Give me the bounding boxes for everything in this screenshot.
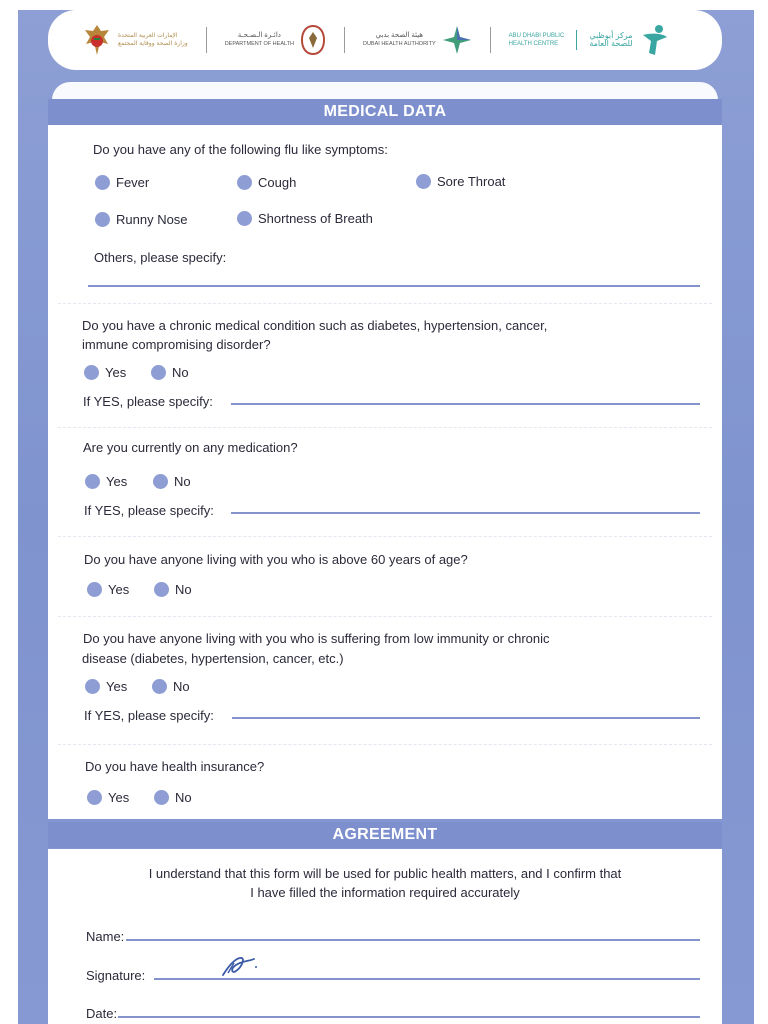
adphc-ar-2: للصحة العامة — [589, 39, 633, 48]
radio-icon[interactable] — [87, 790, 102, 805]
low-immunity-question-1: Do you have anyone living with you who is suffering from low immunity or chronic — [83, 631, 550, 646]
chronic-condition-question-2: immune compromising disorder? — [82, 337, 271, 352]
dha-ar: هيئة الصحة بدبي — [375, 32, 423, 39]
logo-uae-ministry — [82, 22, 188, 58]
doh-en: DEPARTMENT OF HEALTH — [224, 41, 294, 47]
radio-icon[interactable] — [151, 365, 166, 380]
radio-icon[interactable] — [85, 474, 100, 489]
adphc-en-2: HEALTH CENTRE — [508, 41, 559, 47]
divider — [58, 536, 712, 537]
chronic-condition-question-1: Do you have a chronic medical condition such as diabetes, hypertension, cancer, — [82, 318, 548, 333]
logo-divider — [206, 27, 207, 53]
date-label: Date: — [86, 1006, 118, 1021]
symptom-shortness-of-breath[interactable] — [237, 211, 373, 226]
option-label: Yes — [108, 582, 130, 597]
radio-icon[interactable] — [237, 175, 252, 190]
dha-en: DUBAI HEALTH AUTHORITY — [362, 41, 436, 47]
option-label: Yes — [108, 790, 130, 805]
option-label: Cough — [258, 175, 297, 190]
medication-specify-line[interactable] — [231, 512, 700, 514]
chronic-no[interactable] — [151, 365, 189, 380]
dha-star-icon — [442, 25, 472, 55]
abu-dhabi-emblem-icon — [300, 24, 326, 56]
low-immunity-specify-label: If YES, please specify: — [84, 708, 214, 723]
radio-icon[interactable] — [237, 211, 252, 226]
name-input-line[interactable] — [126, 939, 700, 941]
option-label: Shortness of Breath — [258, 211, 373, 226]
chronic-specify-line[interactable] — [231, 403, 700, 405]
signature-scribble-icon — [220, 953, 260, 979]
signature-label: Signature: — [86, 968, 146, 983]
above-60-yes[interactable] — [87, 582, 129, 597]
radio-icon[interactable] — [95, 175, 110, 190]
symptom-fever[interactable] — [95, 175, 149, 190]
medication-no[interactable] — [153, 474, 191, 489]
radio-icon[interactable] — [87, 582, 102, 597]
logo-department-of-health — [225, 24, 326, 56]
logo-divider — [490, 27, 491, 53]
option-label: Yes — [106, 679, 128, 694]
divider — [58, 303, 712, 304]
chronic-yes[interactable] — [84, 365, 126, 380]
radio-icon[interactable] — [95, 212, 110, 227]
logo-public-health-centre — [509, 23, 669, 57]
chronic-specify-label: If YES, please specify: — [83, 394, 213, 409]
others-input-line[interactable] — [88, 285, 700, 287]
divider — [58, 427, 712, 428]
adphc-en-1: ABU DHABI PUBLIC — [508, 33, 565, 39]
medication-yes[interactable] — [85, 474, 127, 489]
option-label: No — [172, 365, 189, 380]
option-label: Sore Throat — [437, 174, 506, 189]
above-60-no[interactable] — [154, 582, 192, 597]
doh-ar: دائـرة الـصـحـة — [237, 32, 281, 39]
radio-icon[interactable] — [84, 365, 99, 380]
agreement-text-2: I have filled the information required accurately — [250, 885, 520, 900]
name-label: Name: — [86, 929, 125, 944]
low-immunity-yes[interactable] — [85, 679, 127, 694]
flu-symptoms-question: Do you have any of the following flu like symptoms: — [93, 142, 388, 157]
insurance-yes[interactable] — [87, 790, 129, 805]
health-insurance-question: Do you have health insurance? — [85, 759, 265, 774]
agreement-title: AGREEMENT — [48, 822, 722, 848]
medication-specify-label: If YES, please specify: — [84, 503, 214, 518]
low-immunity-specify-line[interactable] — [232, 717, 700, 719]
symptom-runny-nose[interactable] — [95, 212, 188, 227]
option-label: Fever — [116, 175, 150, 190]
date-input-line[interactable] — [118, 1016, 700, 1018]
uae-ministry-ar: الإمارات العربية المتحدة — [118, 32, 178, 39]
option-label: Runny Nose — [116, 212, 188, 227]
medical-data-card — [48, 125, 722, 819]
radio-icon[interactable] — [153, 474, 168, 489]
divider — [58, 616, 712, 617]
adphc-ar-1: مركز أبوظبي — [589, 31, 633, 40]
agreement-card — [48, 849, 722, 1024]
logo-bar — [48, 10, 722, 70]
divider — [58, 744, 712, 745]
low-immunity-no[interactable] — [152, 679, 190, 694]
eagle-emblem-icon — [82, 22, 112, 58]
option-label: No — [175, 790, 192, 805]
radio-icon[interactable] — [85, 679, 100, 694]
medication-question: Are you currently on any medication? — [83, 440, 298, 455]
option-label: No — [175, 582, 192, 597]
option-label: Yes — [106, 474, 128, 489]
insurance-no[interactable] — [154, 790, 192, 805]
symptom-sore-throat[interactable] — [416, 174, 505, 189]
logo-inner-divider — [576, 30, 577, 50]
radio-icon[interactable] — [154, 582, 169, 597]
others-label: Others, please specify: — [94, 250, 227, 265]
medical-data-title: MEDICAL DATA — [48, 99, 722, 125]
above-60-question: Do you have anyone living with you who is above 60 years of age? — [84, 552, 468, 567]
radio-icon[interactable] — [416, 174, 431, 189]
low-immunity-question-2: disease (diabetes, hypertension, cancer, etc.) — [82, 651, 344, 666]
radio-icon[interactable] — [154, 790, 169, 805]
option-label: Yes — [105, 365, 127, 380]
agreement-text-1: I understand that this form will be used for public health matters, and I confirm that — [148, 866, 622, 881]
logo-dubai-health-authority — [363, 25, 472, 55]
option-label: No — [173, 679, 190, 694]
uae-ministry-ar-2: وزارة الصحة ووقاية المجتمع — [118, 40, 188, 47]
adphc-figure-icon — [639, 23, 669, 57]
symptom-cough[interactable] — [237, 175, 296, 190]
radio-icon[interactable] — [152, 679, 167, 694]
logo-divider — [344, 27, 345, 53]
option-label: No — [174, 474, 191, 489]
